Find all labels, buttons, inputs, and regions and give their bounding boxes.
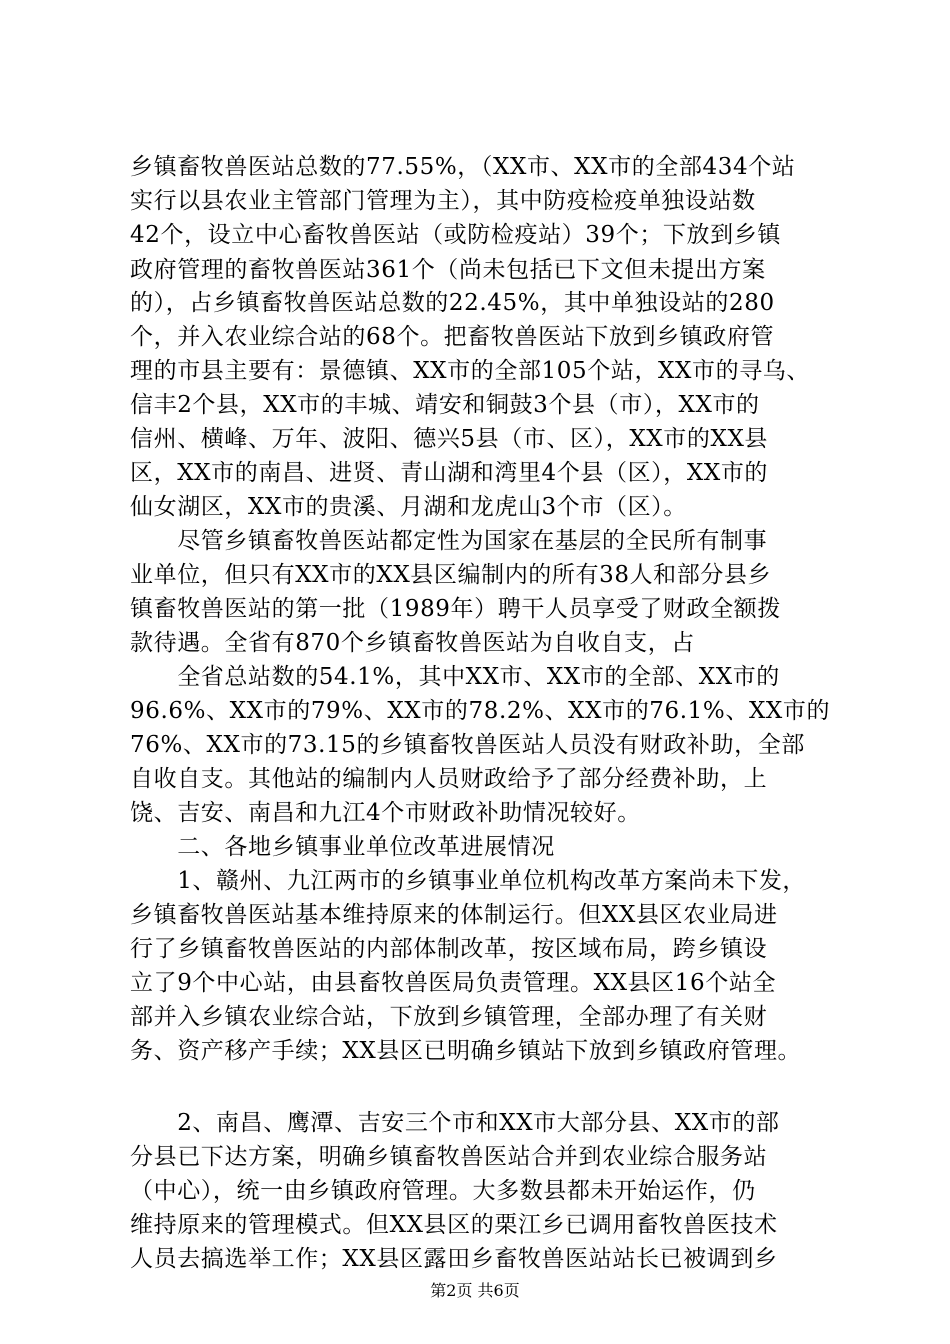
text-line: 2、南昌、鹰潭、吉安三个市和XX市大部分县、XX市的部 xyxy=(130,1110,780,1136)
text-line: 自收自支。其他站的编制内人员财政给予了部分经费补助，上 xyxy=(130,766,768,792)
text-line: 76%、XX市的73.15的乡镇畜牧兽医站人员没有财政补助，全部 xyxy=(130,732,805,758)
text-line: （中心），统一由乡镇政府管理。大多数县都未开始运作，仍 xyxy=(130,1178,756,1204)
page-footer: 第2页 共6页 xyxy=(430,1281,520,1300)
text-line: 理的市县主要有：景德镇、XX市的全部105个站，XX市的寻乌、 xyxy=(130,358,810,384)
text-line: 42个，设立中心畜牧兽医站（或防检疫站）39个；下放到乡镇 xyxy=(130,222,781,248)
text-line: 业单位，但只有XX市的XX县区编制内的所有38人和部分县乡 xyxy=(130,562,772,588)
text-line: 镇畜牧兽医站的第一批（1989年）聘干人员享受了财政全额拨 xyxy=(130,596,781,622)
text-line: 二、各地乡镇事业单位改革进展情况 xyxy=(130,834,555,860)
text-line: 务、资产移产手续；XX县区已明确乡镇站下放到乡镇政府管理。 xyxy=(130,1038,802,1064)
text-line: 立了9个中心站，由县畜牧兽医局负责管理。XX县区16个站全 xyxy=(130,970,777,996)
text-line: 96.6%、XX市的79%、XX市的78.2%、XX市的76.1%、XX市的 xyxy=(130,698,831,724)
text-line: 政府管理的畜牧兽医站361个（尚未包括已下文但未提出方案 xyxy=(130,257,766,283)
text-line: 仙女湖区，XX市的贵溪、月湖和龙虎山3个市（区）。 xyxy=(130,494,687,520)
text-line: 款待遇。全省有870个乡镇畜牧兽医站为自收自支，占 xyxy=(130,630,695,656)
text-line: 信丰2个县，XX市的丰城、靖安和铜鼓3个县（市），XX市的 xyxy=(130,392,760,418)
text-line: 实行以县农业主管部门管理为主），其中防疫检疫单独设站数 xyxy=(130,188,756,214)
text-line: 全省总站数的54.1%，其中XX市、XX市的全部、XX市的 xyxy=(130,664,780,690)
text-line: 乡镇畜牧兽医站基本维持原来的体制运行。但XX县区农业局进 xyxy=(130,902,778,928)
text-line: 个，并入农业综合站的68个。把畜牧兽医站下放到乡镇政府管 xyxy=(130,324,775,350)
text-line: 部并入乡镇农业综合站，下放到乡镇管理，全部办理了有关财 xyxy=(130,1004,768,1030)
text-line: 区，XX市的南昌、进贤、青山湖和湾里4个县（区），XX市的 xyxy=(130,460,769,486)
text-line: 乡镇畜牧兽医站总数的77.55%，（XX市、XX市的全部434个站 xyxy=(130,154,796,180)
text-line: 分县已下达方案，明确乡镇畜牧兽医站合并到农业综合服务站 xyxy=(130,1144,768,1170)
text-line: 尽管乡镇畜牧兽医站都定性为国家在基层的全民所有制事 xyxy=(130,528,768,554)
text-line: 行了乡镇畜牧兽医站的内部体制改革，按区域布局，跨乡镇设 xyxy=(130,936,768,962)
text-line: 1、赣州、九江两市的乡镇事业单位机构改革方案尚未下发， xyxy=(130,868,807,894)
text-line: 人员去搞选举工作；XX县区露田乡畜牧兽医站站长已被调到乡 xyxy=(130,1246,778,1272)
text-line: 的），占乡镇畜牧兽医站总数的22.45%，其中单独设站的280 xyxy=(130,290,775,316)
text-line: 维持原来的管理模式。但XX县区的栗江乡已调用畜牧兽医技术 xyxy=(130,1212,778,1238)
text-line: 饶、吉安、南昌和九江4个市财政补助情况较好。 xyxy=(130,800,641,826)
text-line: 信州、横峰、万年、波阳、德兴5县（市、区），XX市的XX县 xyxy=(130,426,769,452)
